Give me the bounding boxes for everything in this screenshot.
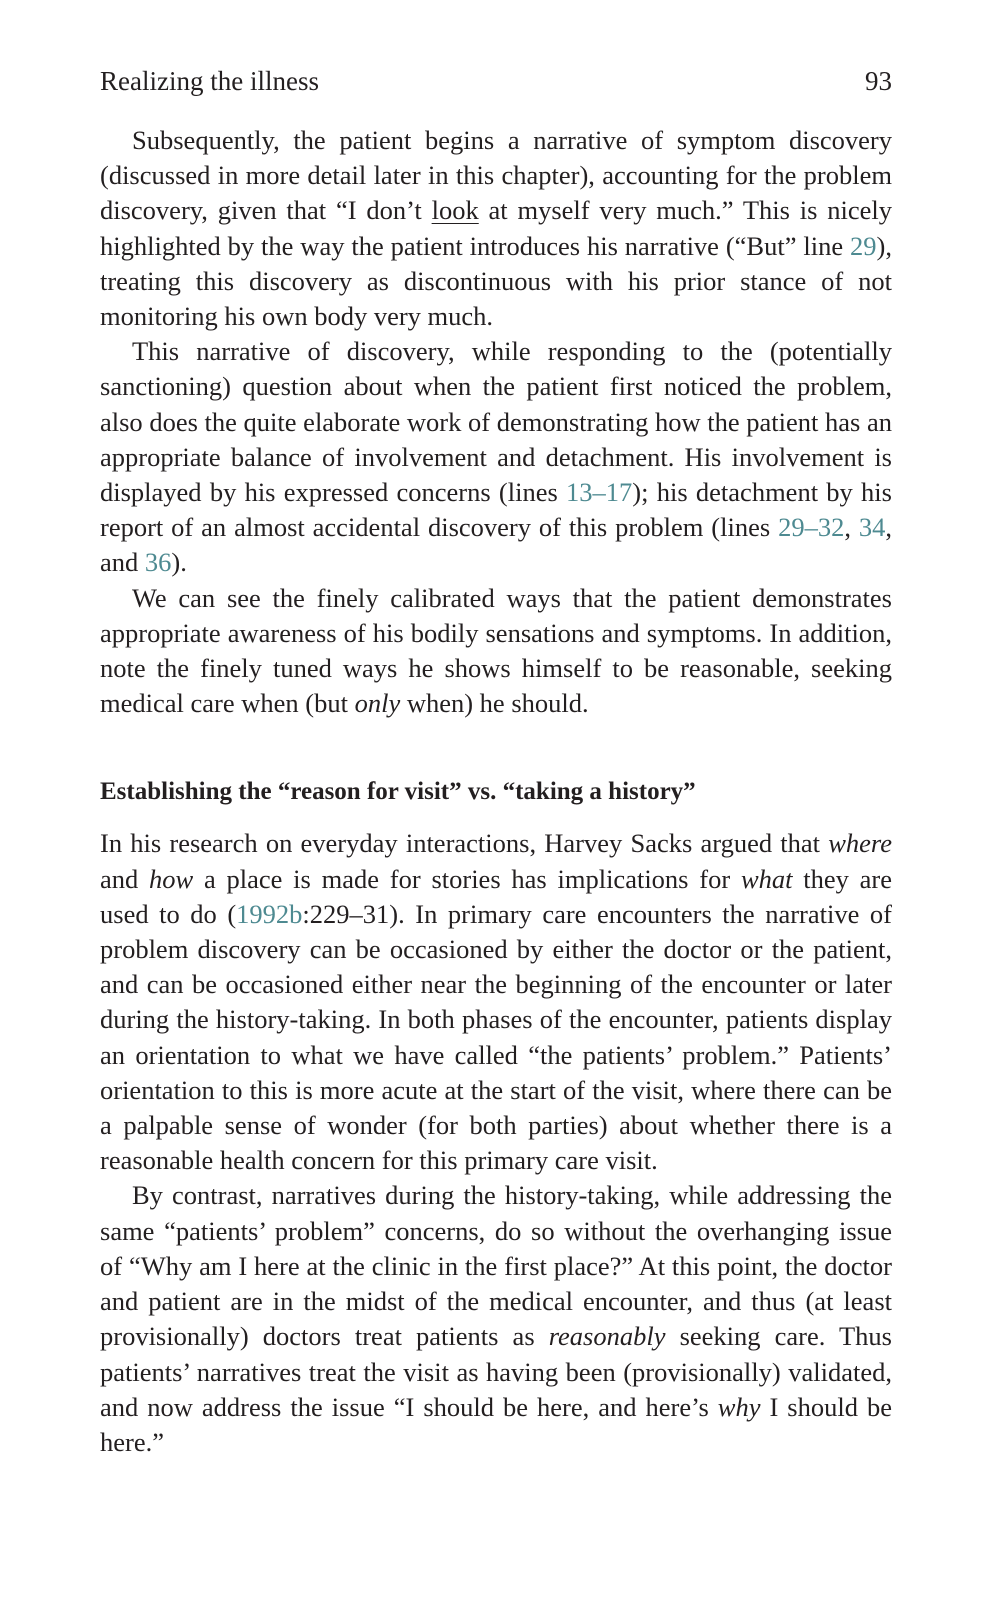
text-run: and <box>100 863 150 894</box>
text-run: ). <box>171 547 187 578</box>
text-run: a place is made for stories has implications for <box>193 863 741 894</box>
text-run: , and <box>100 512 893 578</box>
emphasis: where <box>828 828 892 859</box>
text-run: when) he should. <box>400 688 589 719</box>
line-reference-link[interactable]: 29–32 <box>778 512 845 543</box>
emphasis: how <box>149 863 194 894</box>
emphasis: what <box>740 863 793 894</box>
text-run: I should be here.” <box>100 1391 892 1457</box>
line-reference-link[interactable]: 34 <box>858 512 886 543</box>
text-run: seeking care. Thus patients’ narratives treat the visit as having been (provisionally) validated, and now address the issue “I should be here, and here’s <box>100 1321 892 1422</box>
underlined-word: look <box>431 195 479 226</box>
paragraph-5 <box>100 1178 892 1460</box>
emphasis: why <box>717 1391 761 1422</box>
text-run: ), treating this discovery as discontinuous with his prior stance of not monitoring his own body very much. <box>100 230 892 332</box>
page-number: 93 <box>865 66 892 96</box>
line-reference-link[interactable]: 13–17 <box>566 477 633 508</box>
citation-link[interactable]: 1992b <box>236 898 303 929</box>
emphasis: only <box>354 688 401 719</box>
emphasis: reasonably <box>548 1321 666 1352</box>
text-run: Subsequently, the patient begins a narrative of symptom discovery (discussed in more detail later in this chapter), accounting for the problem discovery, given that “I don’t <box>100 125 892 226</box>
text-run: This narrative of discovery, while responding to the (potentially sanctioning) question about when the patient first noticed the problem, also does the quite elaborate work of demonstrating how the patient has an appropriate balance of involvement and detachment. His involvement is displayed by his expressed concerns (lines <box>100 336 892 508</box>
text-run: , <box>844 512 859 543</box>
paragraph-2 <box>100 334 892 580</box>
line-reference-link[interactable]: 29 <box>850 230 877 261</box>
paragraph-1 <box>100 123 892 334</box>
text-run: at myself very much.” This is nicely highlighted by the way the patient introduces his narrative (“But” line <box>100 195 893 261</box>
page-body <box>100 123 892 1460</box>
running-head <box>100 64 892 98</box>
section-heading: Establishing the “reason for visit” vs. “taking a history” <box>100 778 696 806</box>
paragraph-3 <box>100 581 892 722</box>
text-run: By contrast, narratives during the history-taking, while addressing the same “patients’ problem” concerns, do so without the overhanging issue of “Why am I here at the clinic in the first place?” At this point, the doctor and patient are in the midst of the medical encounter, and thus (at least provisionally) doctors treat patients as <box>100 1180 892 1352</box>
line-reference-link[interactable]: 36 <box>144 547 172 578</box>
running-head-title: Realizing the illness <box>100 66 319 96</box>
text-run: :229–31). In primary care encounters the narrative of problem discovery can be occasioned by either the doctor or the patient, and can be occasioned either near the beginning of the encounter or later during the history-taking. In both phases of the encounter, patients display an orientation to what we have called “the patients’ problem.” Patients’ orientation to this is more acute at the start of the visit, where there can be a palpable sense of wonder (for both parties) about whether there is a reasonable health concern for this primary care visit. <box>100 898 893 1176</box>
text-run: ); his detachment by his report of an almost accidental discovery of this problem (lines <box>100 477 892 543</box>
text-run: In his research on everyday interactions, Harvey Sacks argued that <box>100 828 829 859</box>
text-run: they are used to do ( <box>100 863 892 929</box>
paragraph-4 <box>100 826 892 1178</box>
text-run: We can see the finely calibrated ways that the patient demonstrates appropriate awareness of his bodily sensations and symptoms. In addition, note the finely tuned ways he shows himself to be reasonable, seeking medical care when (but <box>100 582 892 719</box>
